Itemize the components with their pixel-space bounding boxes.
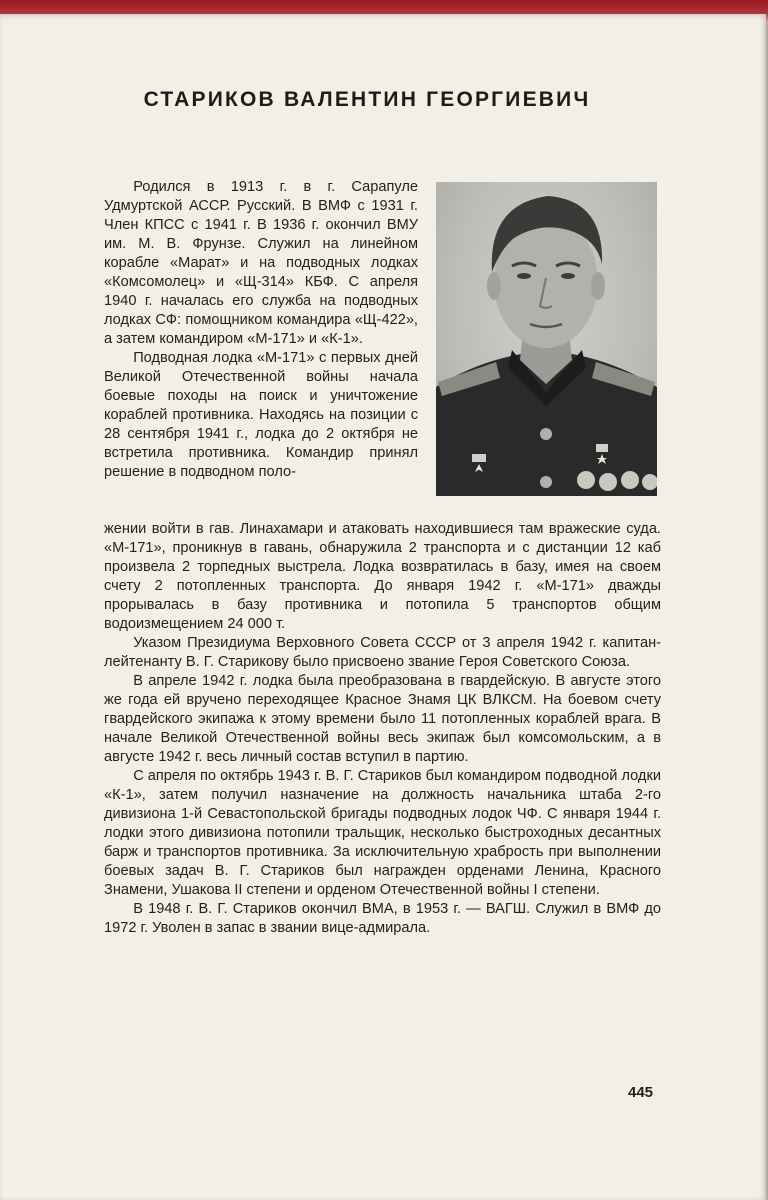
paragraph-later-career: В 1948 г. В. Г. Стариков окончил ВМА, в 1953 г. — ВАГШ. Служил в ВМФ до 1972 г. Уволен в запас в звании вице-адмирала. [104,901,661,936]
paragraph-hero-decree: Указом Президиума Верховного Совета СССР от 3 апреля 1942 г. капитан-лейтенанту В. Г. Старикову было присвоено звание Героя Советского Союза. [104,635,661,670]
page-title: СТАРИКОВ ВАЛЕНТИН ГЕОРГИЕВИЧ [143,88,591,111]
paragraph-k1-command: С апреля по октябрь 1943 г. В. Г. Стариков был командиром подводной лодки «К-1», затем получил назначение на должность начальника штаба 2-го дивизиона 1-й Севастопольской бригады подводных лодок ЧФ. С января 1944 г. лодки этого дивизиона потопили тральщик, несколько быстроходных десантных барж и транспортов противника. За исключительную храбрость при выполнении боевых задач В. Г. Стариков был награжден орденами Ленина, Красного Знамени, Ушакова II степени и орденом Отечественной войны I степени. [104,768,661,898]
paragraph-biography: Родился в 1913 г. в г. Сарапуле Удмуртской АССР. Русский. В ВМФ с 1931 г. Член КПСС с 1941 г. В 1936 г. окончил ВМУ им. М. В. Фрунзе. Служил на линейном корабле «Марат» и на подводных лодках «Комсомолец» и «Щ-314» КБФ. С апреля 1940 г. началась его служба на подводных лодках СФ: помощником командира «Щ-422», а затем командиром «М-171» и «К-1». [104,179,418,347]
narrow-text-column [104,178,418,482]
portrait-photo [436,182,657,496]
paragraph-m171-start: Подводная лодка «М-171» с первых дней Великой Отечественной войны начала боевые походы на поиск и уничтожение кораблей противника. Находясь на позиции с 28 сентября 1941 г., лодка до 2 октября не встретила противника. Командир принял решение в подводном поло- [104,350,418,480]
paragraph-m171-continued: жении войти в гав. Линахамари и атаковать находившиеся там вражеские суда. «М-171», проникнув в гавань, обнаружила 2 транспорта и с дистанции 12 каб произвела 2 торпедных выстрела. Лодка возвратилась в базу, имея на своем счету 2 потопленных транспорта. До января 1942 г. «М-171» дважды прорывалась в базу противника и потопила 5 транспортов общим водоизмещением 24 000 т. [104,521,661,632]
paragraph-guards-submarine: В апреле 1942 г. лодка была преобразована в гвардейскую. В августе этого же года ей вручено переходящее Красное Знамя ЦК ВЛКСМ. На боевом счету гвардейского экипажа к этому времени было 11 потопленных кораблей врага. В начале Великой Отечественной войны весь экипаж был комсомольским, а в августе 1942 г. весь личный состав вступил в партию. [104,673,661,765]
full-text-column [104,520,661,938]
page-number: 445 [628,1084,654,1101]
portrait-illustration [436,182,657,496]
